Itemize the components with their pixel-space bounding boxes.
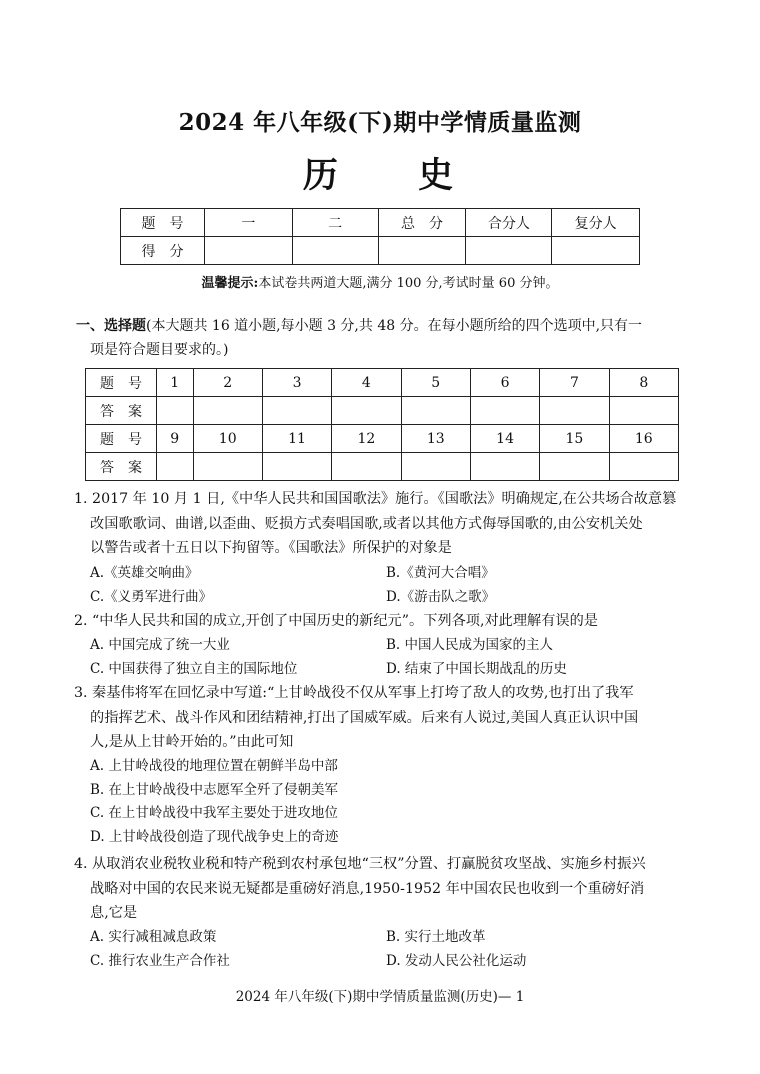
tip-label: 温馨提示: [201,276,259,291]
question-3 [74,681,694,755]
question-1-options [90,562,690,609]
answer-table [85,368,679,481]
section-text-line: 项是符合题目要求的。) [90,342,229,358]
question-line: 战略对中国的农民来说无疑都是重磅好消息,1950-1952 年中国农民也收到一个重磅好消 [90,880,645,897]
answer-cell[interactable] [609,397,678,425]
section-text-line: (本大题共 16 道小题,每小题 3 分,共 48 分。在每小题所给的四个选项中,只有一 [146,318,643,334]
answer-cell[interactable] [609,453,678,481]
score-cell [466,237,552,265]
answer-label: 题 号 [86,425,157,453]
question-3-options [90,755,690,849]
question-line: 3. 秦基伟将军在回忆录中写道:“上甘岭战役不仅从军事上打垮了敌人的攻势,也打出了我军 [74,685,634,701]
question-number: 14 [470,425,539,453]
answer-label: 题 号 [86,369,157,397]
question-number: 5 [401,369,470,397]
question-number: 2 [193,369,262,397]
answer-cell[interactable] [401,453,470,481]
question-number: 12 [332,425,401,453]
option[interactable]: A. 上甘岭战役的地理位置在朝鲜半岛中部 [90,758,338,774]
answer-cell[interactable] [470,453,539,481]
answer-cell[interactable] [193,453,262,481]
question-line: 息,它是 [90,905,138,921]
option[interactable]: D.《游击队之歌》 [386,588,496,605]
score-table-score-row [121,237,640,265]
question-4 [74,852,694,926]
section-heading: 一、选择题 [76,318,146,334]
option[interactable]: A.《英雄交响曲》 [90,565,199,581]
question-number: 7 [540,369,609,397]
question-line: 2. “中华人民共和国的成立,开创了中国历史的新纪元”。下列各项,对此理解有误的是 [74,613,598,629]
question-2 [74,609,694,634]
option[interactable]: D. 发动人民公社化运动 [386,952,527,969]
score-cell [378,237,466,265]
question-number: 1 [157,369,194,397]
answer-label: 答 案 [86,397,157,425]
score-cell: 复分人 [552,209,640,237]
option[interactable]: B. 实行土地改革 [386,929,486,945]
score-cell: 题 号 [121,209,205,237]
answer-cell[interactable] [262,453,331,481]
tip-text: 本试卷共两道大题,满分 100 分,考试时量 60 分钟。 [258,276,559,291]
question-line: 以警告或者十五日以下拘留等。《国歌法》所保护的对象是 [90,540,452,556]
question-number: 10 [193,425,262,453]
score-cell: 一 [205,209,293,237]
question-line: 的指挥艺术、战斗作风和团结精神,打出了国威军威。后来有人说过,美国人真正认识中国 [90,709,639,726]
question-number: 6 [470,369,539,397]
answer-cell[interactable] [540,397,609,425]
answer-cell[interactable] [470,397,539,425]
score-cell: 得 分 [121,237,205,265]
question-number: 13 [401,425,470,453]
score-cell: 总 分 [378,209,466,237]
question-number: 16 [609,425,678,453]
question-number: 4 [332,369,401,397]
question-2-options [90,634,690,681]
answer-cell[interactable] [157,397,194,425]
subject-title: 历 史 [302,155,488,196]
answer-cell[interactable] [262,397,331,425]
question-number: 11 [262,425,331,453]
question-line: 4. 从取消农业税牧业税和特产税到农村承包地“三权”分置、打赢脱贫攻坚战、实施乡村振兴 [74,856,646,872]
option[interactable]: A. 中国完成了统一大业 [90,637,230,653]
answer-label: 答 案 [86,453,157,481]
answer-num-row [86,425,679,453]
score-cell: 二 [292,209,378,237]
option[interactable]: B. 在上甘岭战役中志愿军全歼了侵朝美军 [90,781,339,798]
answer-fill-row [86,397,679,425]
score-cell [205,237,293,265]
option[interactable]: B.《黄河大合唱》 [386,565,495,581]
question-number: 3 [262,369,331,397]
score-table-header-row [121,209,640,237]
question-line: 1. 2017 年 10 月 1 日,《中华人民共和国国歌法》施行。《国歌法》明确规定,在公共场合故意篡 [74,491,677,507]
question-number: 8 [609,369,678,397]
question-number: 9 [157,425,194,453]
option[interactable]: C. 中国获得了独立自主的国际地位 [90,660,298,677]
answer-cell[interactable] [157,453,194,481]
answer-cell[interactable] [332,453,401,481]
answer-fill-row [86,453,679,481]
question-number: 15 [540,425,609,453]
option[interactable]: C.《义勇军进行曲》 [90,588,213,605]
question-line: 人,是从上甘岭开始的。”由此可知 [90,734,294,750]
page-footer: 2024 年八年级(下)期中学情质量监测(历史)— 1 [235,989,525,1005]
answer-cell[interactable] [193,397,262,425]
section-one-instructions [76,314,696,362]
option[interactable]: D. 上甘岭战役创造了现代战争史上的奇迹 [90,828,339,845]
answer-cell[interactable] [332,397,401,425]
score-table [120,208,640,265]
answer-cell[interactable] [401,397,470,425]
option[interactable]: D. 结束了中国长期战乱的历史 [386,660,567,677]
warm-tip [0,272,760,291]
answer-num-row [86,369,679,397]
question-1 [74,487,694,561]
score-cell: 合分人 [466,209,552,237]
score-cell [552,237,640,265]
question-4-options [90,926,690,973]
option[interactable]: A. 实行减租减息政策 [90,929,217,945]
option[interactable]: C. 推行农业生产合作社 [90,952,230,969]
option[interactable]: B. 中国人民成为国家的主人 [386,637,554,653]
option[interactable]: C. 在上甘岭战役中我军主要处于进攻地位 [90,805,338,821]
question-line: 改国歌歌词、曲谱,以歪曲、贬损方式奏唱国歌,或者以其他方式侮辱国歌的,由公安机关处 [90,515,643,532]
score-cell [292,237,378,265]
answer-cell[interactable] [540,453,609,481]
exam-title: 2024 年八年级(下)期中学情质量监测 [178,109,582,136]
